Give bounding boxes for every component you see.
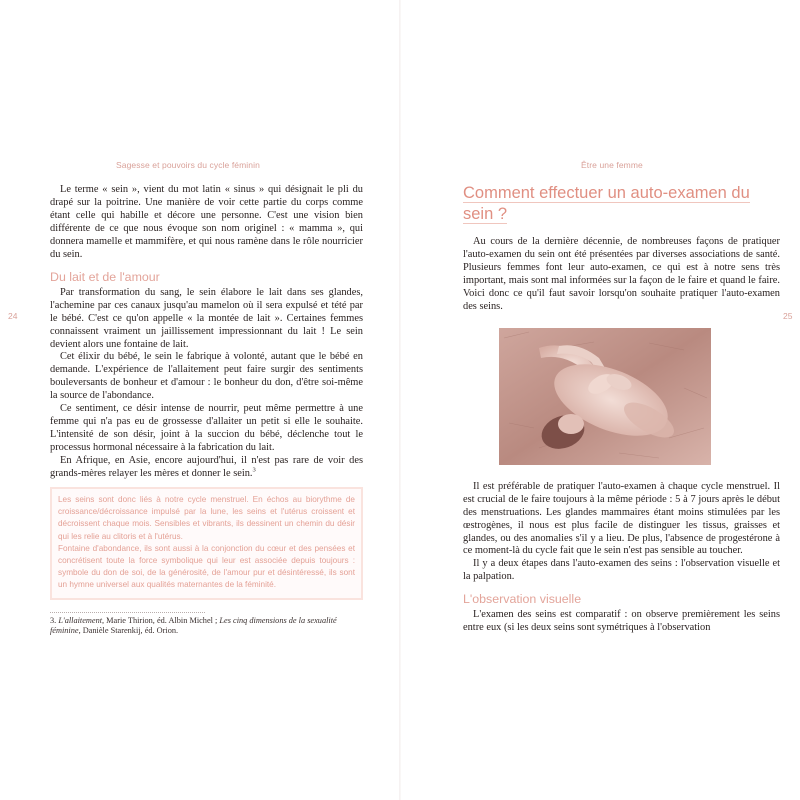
callout-box (50, 487, 363, 600)
running-head-right: Être une femme (581, 160, 643, 170)
photo-woman-lying-on-grass (499, 328, 711, 465)
section-heading-observation: L'observation visuelle (463, 592, 582, 607)
body-paragraph: Il est préférable de pratiquer l'auto-examen à chaque cycle menstruel. Il est crucial de le faire toujours à la même période : 5 à 7 jours après le début des menstruations. Les glandes mammaires étant moins stimulées par les œstrogènes, il nous est plus facile de distinguer les tissus, graisses et glandes, ou des anomalies s'il y a lieu. De plus, l'absence de progestérone à ce moment-là du cycle fait que le sein n'est pas sensible au toucher. (463, 480, 780, 557)
footnote-text: , Danièle Starenkij, éd. Orion. (78, 626, 179, 636)
footnote-ref: 3 (252, 466, 256, 474)
right-text-column (463, 183, 780, 635)
footnote-number: 3. (50, 615, 57, 625)
footnote-text: , Marie Thirion, éd. Albin Michel ; (102, 615, 218, 625)
intro-paragraph: Le terme « sein », vient du mot latin « sinus » qui désignait le pli du drapé sur la poitrine. Une manière de voir cette partie du corps comme étant celle qui habille et décore une personne. C'est une vision bien différente de ce que nous évoque son nom originel : « mamma », qui donnera mamelle et mammifère, et qui nous ramène dans le rôle nourricier du sein. (50, 184, 363, 260)
body-paragraph: Ce sentiment, ce désir intense de nourrir, peut même permettre à une femme qui n'a pas eu de grossesse d'allaiter un petit si elle le souhaite. L'intensité de son désir, joint à la succion du bébé, déclenche tout le processus hormonal nécessaire à la fabrication du lait. (50, 403, 363, 454)
body-paragraph: Par transformation du sang, le sein élabore le lait dans ses glandes, l'achemine par ces canaux jusqu'au mamelon où il sera expulsé et tété par le bébé. C'est ce qu'on appelle « la montée de lait ». Certaines femmes connaissent vraiment un jaillissement impressionnant du lait ! Le sein devient alors une fontaine de lait. (50, 286, 363, 350)
page-number-right: 25 (783, 311, 793, 321)
photo-illustration (499, 328, 711, 465)
footnote-rule (50, 612, 205, 613)
body-paragraph-last (50, 455, 363, 481)
body-paragraph: Il y a deux étapes dans l'auto-examen des seins : l'observation visuelle et la palpation. (463, 558, 780, 583)
left-text-column (50, 184, 363, 637)
body-paragraph: Au cours de la dernière décennie, de nombreuses façons de pratiquer l'auto-examen du sein ont été présentées par diverses associations de santé. Plusieurs femmes font leur auto-examen, ce qui est à notre sens très important, mais sont mal informées sur la façon de le faire et quand le faire. Voici donc ce qu'il faut savoir lorsqu'on souhaite pratiquer l'auto-examen des seins. (463, 236, 780, 312)
right-page (400, 0, 800, 800)
running-head-left: Sagesse et pouvoirs du cycle féminin (116, 160, 260, 170)
article-title (463, 183, 780, 225)
body-paragraph-last: L'examen des seins est comparatif : on observe premièrement les seins entre eux (si les deux seins sont symétriques à l'observation (463, 609, 780, 634)
body-paragraph-text: En Afrique, en Asie, encore aujourd'hui, il n'est pas rare de voir des grands-mères relayer les mères et donner le sein. (50, 455, 363, 480)
article-title-text: Comment effectuer un auto-examen du sein ? (463, 184, 750, 223)
footnote-work-title: L'allaitement (58, 615, 103, 625)
section-heading-lait: Du lait et de l'amour (50, 269, 160, 284)
footnote (50, 616, 363, 637)
body-paragraph: Cet élixir du bébé, le sein le fabrique à volonté, autant que le bébé en demande. L'expérience de l'allaitement peut faire surgir des sentiments bouleversants de bonheur et d'amour : le bonheur du don, d'être soi-même la source de l'abondance. (50, 351, 363, 402)
callout-paragraph: Les seins sont donc liés à notre cycle menstruel. En échos au biorythme de croissance/décroissance impulsé par la lune, les seins et l'utérus croissent et décroissent chaque mois. Sensibles et vibrants, ils dessinent un chemin du désir qui les relie au clitoris et à l'utérus. (58, 495, 355, 541)
footnote-work-title: Les cinq dimensions de la sexualité féminine (50, 615, 337, 636)
page-number-left: 24 (8, 311, 18, 321)
callout-paragraph: Fontaine d'abondance, ils sont aussi à la conjonction du cœur et des pensées et concrétisent toute la force symbolique qui leur est associée depuis toujours : symbole du don de soi, de la générosité, de l'amour pur et désintéressé, ils sont un hymne universel aux qualités maternantes de la féminité. (58, 543, 355, 590)
